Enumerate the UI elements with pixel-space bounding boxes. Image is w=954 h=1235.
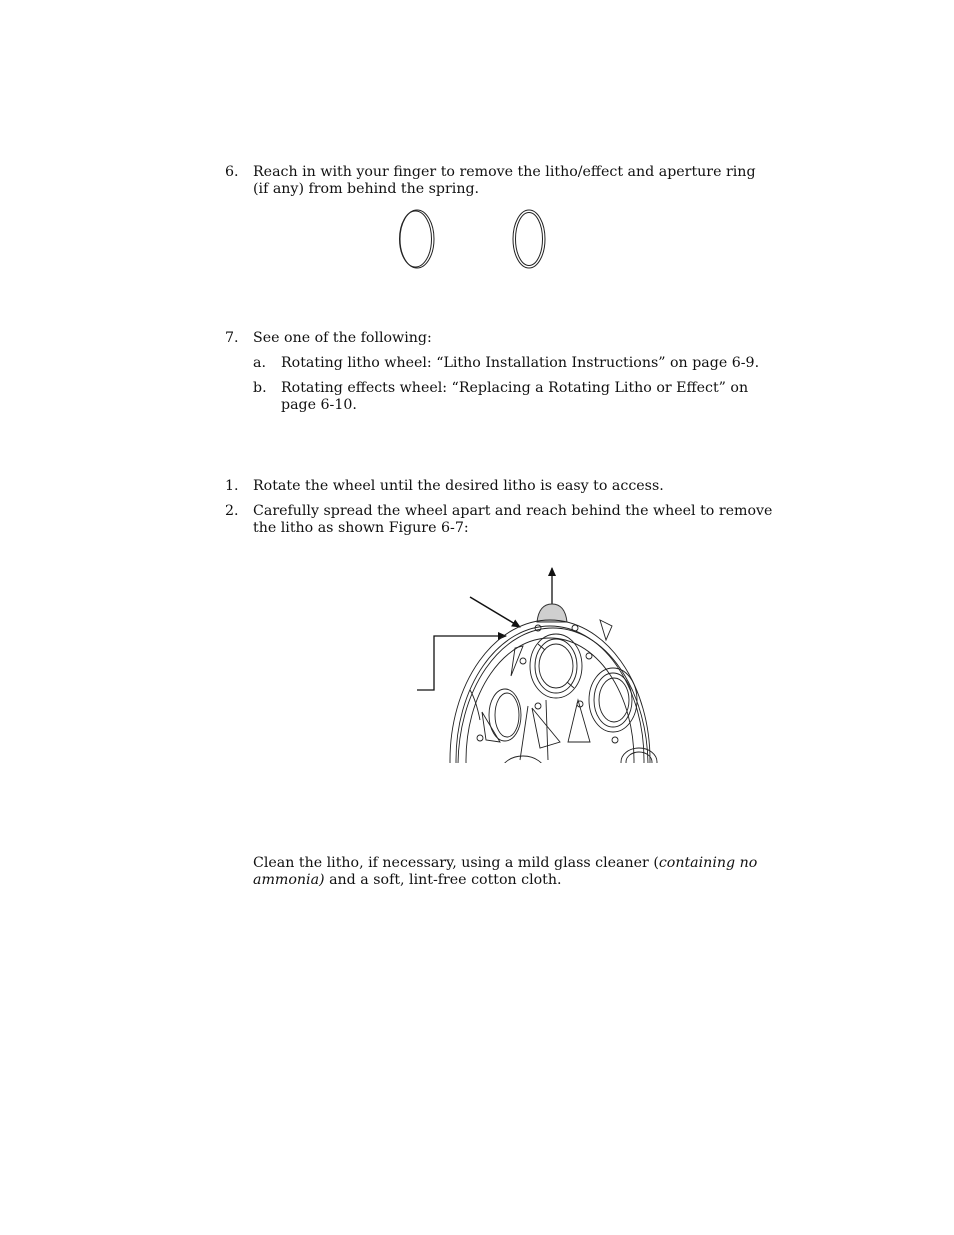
step-7b-letter: b. xyxy=(253,380,267,396)
step-7-text: See one of the following: xyxy=(253,330,432,346)
litho-disc-icon xyxy=(400,210,435,268)
cleaning-text-part2: and a soft, lint-free cotton cloth. xyxy=(324,872,562,888)
step-7b-text-line1: Rotating effects wheel: “Replacing a Rotating Litho or Effect” on xyxy=(281,380,749,396)
aperture-top xyxy=(530,634,582,698)
arrow-pointer-diagonal-icon xyxy=(470,597,520,627)
step-6-number: 6. xyxy=(225,164,239,180)
removal-step-2-text-line2: the litho as shown Figure 6-7: xyxy=(253,520,469,536)
step-7a-text: Rotating litho wheel: “Litho Installation Instructions” on page 6-9. xyxy=(281,355,760,371)
aperture-right xyxy=(589,668,637,732)
step-7-number: 7. xyxy=(225,330,239,346)
removal-step-1-text: Rotate the wheel until the desired litho is easy to access. xyxy=(253,478,664,494)
step-6-text-line2: (if any) from behind the spring. xyxy=(253,181,480,197)
cleaning-text-line1 xyxy=(253,855,757,872)
aperture-ring-icon xyxy=(513,210,545,268)
arrow-pointer-elbow-icon xyxy=(417,636,506,690)
removal-step-2-text-line1: Carefully spread the wheel apart and reach behind the wheel to remove xyxy=(253,503,773,519)
step-6-text-line1: Reach in with your finger to remove the litho/effect and aperture ring xyxy=(253,164,756,180)
aperture-left xyxy=(489,689,521,741)
litho-and-aperture-ring-illustration xyxy=(390,203,560,275)
removal-step-2-number: 2. xyxy=(225,503,239,519)
cleaning-text-italic2: ammonia) xyxy=(253,872,325,888)
litho-icon xyxy=(537,604,567,622)
cleaning-text-part1: Clean the litho, if necessary, using a mild glass cleaner ( xyxy=(253,855,659,871)
step-7a-letter: a. xyxy=(253,355,266,371)
step-7b-text-line2: page 6-10. xyxy=(281,397,357,413)
cleaning-text-line2 xyxy=(253,872,562,889)
removal-step-1-number: 1. xyxy=(225,478,239,494)
litho-wheel-illustration xyxy=(400,560,680,765)
cleaning-text-italic1: containing no xyxy=(658,855,758,871)
